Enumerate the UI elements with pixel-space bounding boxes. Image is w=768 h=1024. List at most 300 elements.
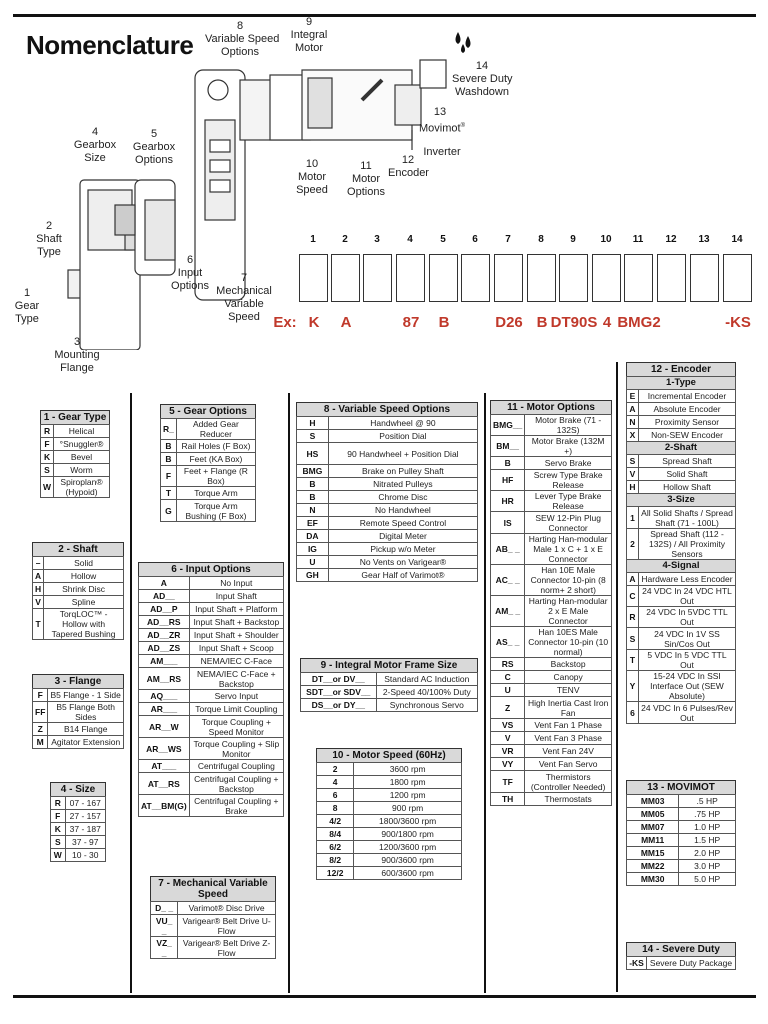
- table-row: [139, 655, 284, 668]
- option-code: AT__BM(G): [139, 795, 190, 817]
- option-code: GH: [297, 569, 329, 582]
- option-code: 8/4: [317, 828, 354, 841]
- option-description: Shrink Disc: [44, 583, 124, 596]
- option-code: VR: [491, 745, 525, 758]
- table-row: [161, 466, 256, 487]
- option-description: B14 Flange: [48, 723, 124, 736]
- code-position-box: [723, 254, 752, 302]
- example-label: Ex:: [273, 314, 297, 331]
- table-title: 1 - Gear Type: [40, 410, 110, 424]
- table-row: [33, 596, 124, 609]
- table-row: [51, 836, 106, 849]
- table-row: [41, 477, 110, 498]
- option-description: Severe Duty Package: [647, 957, 736, 970]
- option-description: Lever Type Brake Release: [525, 491, 612, 512]
- table-row: [627, 573, 736, 586]
- option-description: Vent Fan 1 Phase: [525, 719, 612, 732]
- option-code: BMG__: [491, 415, 525, 436]
- option-description: Vent Fan Servo: [525, 758, 612, 771]
- option-code: AM__RS: [139, 668, 190, 690]
- option-code: 6: [627, 702, 639, 724]
- table-row: [627, 481, 736, 494]
- table-title: 8 - Variable Speed Options: [296, 402, 478, 416]
- option-description: 1.5 HP: [679, 834, 736, 847]
- option-code: B: [161, 440, 177, 453]
- table-row: [627, 847, 736, 860]
- table-row: [139, 773, 284, 795]
- option-code: TH: [491, 793, 525, 806]
- option-description: .75 HP: [679, 808, 736, 821]
- code-position-box: [592, 254, 621, 302]
- option-description: Worm: [54, 464, 110, 477]
- table-row: [33, 557, 124, 570]
- option-code: N: [627, 416, 639, 429]
- example-value: D26: [495, 314, 523, 331]
- table-row: [41, 451, 110, 464]
- option-description: Vent Fan 24V: [525, 745, 612, 758]
- table-title: 10 - Motor Speed (60Hz): [316, 748, 462, 762]
- option-description: Remote Speed Control: [328, 517, 477, 530]
- option-code: B: [161, 453, 177, 466]
- table-row: [491, 745, 612, 758]
- option-description: Hollow Shaft: [639, 481, 736, 494]
- column-divider: [484, 393, 486, 993]
- option-code: SDT__or SDV__: [301, 686, 377, 699]
- table-row: [33, 609, 124, 640]
- table-row: [51, 810, 106, 823]
- option-code: T: [161, 487, 177, 500]
- option-description: Motor Brake (71 - 132S): [525, 415, 612, 436]
- option-description: Servo Brake: [525, 457, 612, 470]
- option-code: MM07: [627, 821, 679, 834]
- option-code: –: [33, 557, 44, 570]
- table-row: [491, 457, 612, 470]
- option-code: DT__or DV__: [301, 673, 377, 686]
- caption-gearbox-size: 4 Gearbox Size: [73, 126, 117, 164]
- option-description: 27 - 157: [65, 810, 105, 823]
- option-description: Absolute Encoder: [639, 403, 736, 416]
- option-description: SEW 12-Pin Plug Connector: [525, 512, 612, 534]
- option-description: Solid Shaft: [639, 468, 736, 481]
- option-description: 07 - 167: [65, 797, 105, 810]
- caption-input-options: 6 Input Options: [171, 254, 209, 292]
- table-row: [491, 697, 612, 719]
- option-description: 900/1800 rpm: [354, 828, 462, 841]
- option-code: VY: [491, 758, 525, 771]
- option-description: 3.0 HP: [679, 860, 736, 873]
- option-description: Pickup w/o Meter: [328, 543, 477, 556]
- option-description: Digital Meter: [328, 530, 477, 543]
- table-row: [139, 642, 284, 655]
- option-description: Nitrated Pulleys: [328, 478, 477, 491]
- option-description: Varimot® Disc Drive: [178, 902, 276, 915]
- option-description: Torque Arm: [176, 487, 255, 500]
- table-row: [297, 569, 478, 582]
- option-code: V: [627, 468, 639, 481]
- code-position-box: [527, 254, 556, 302]
- option-description: 1200 rpm: [354, 789, 462, 802]
- option-code: R_: [161, 419, 177, 440]
- caption-variable-speed-options: 8 Variable Speed Options: [205, 20, 280, 58]
- option-code: -KS: [627, 957, 647, 970]
- code-position-box: [331, 254, 360, 302]
- option-code: H: [627, 481, 639, 494]
- option-description: Torque Arm Bushing (F Box): [176, 500, 255, 522]
- code-position-box: [624, 254, 653, 302]
- option-code: T: [627, 650, 639, 671]
- option-code: VS: [491, 719, 525, 732]
- table-row: [491, 793, 612, 806]
- option-description: Centrifugal Coupling + Brake: [189, 795, 283, 817]
- table-subheader: [627, 377, 736, 390]
- table-row: [297, 530, 478, 543]
- option-description: Spread Shaft: [639, 455, 736, 468]
- table-row: [627, 671, 736, 702]
- table-row: [297, 543, 478, 556]
- table-row: [151, 915, 276, 937]
- code-position-number: 3: [374, 234, 380, 245]
- option-code: 2: [627, 529, 639, 560]
- table-row: [41, 464, 110, 477]
- caption-motor-options: 11 Motor Options: [347, 160, 385, 198]
- code-position-box: [690, 254, 719, 302]
- option-code: S: [627, 455, 639, 468]
- table-row: [297, 465, 478, 478]
- option-code: U: [297, 556, 329, 569]
- option-code: IS: [491, 512, 525, 534]
- table-title: 13 - MOVIMOT: [626, 780, 736, 794]
- table-row: [317, 802, 462, 815]
- code-position-number: 7: [505, 234, 511, 245]
- code-position-number: 2: [342, 234, 348, 245]
- table-row: [627, 860, 736, 873]
- option-code: S: [297, 430, 329, 443]
- option-code: G: [161, 500, 177, 522]
- option-code: B: [297, 478, 329, 491]
- table-row: [161, 440, 256, 453]
- table-title: 4 - Size: [50, 782, 106, 796]
- table-row: [627, 808, 736, 821]
- option-code: BM__: [491, 436, 525, 457]
- option-code: AR__WS: [139, 738, 190, 760]
- table-row: [491, 719, 612, 732]
- option-description: 37 - 187: [65, 823, 105, 836]
- table-title: 5 - Gear Options: [160, 404, 256, 418]
- subheader-label: 3-Size: [627, 494, 736, 507]
- example-value: B: [536, 314, 548, 331]
- option-description: 24 VDC In 1V SS Sin/Cos Out: [639, 628, 736, 650]
- table-row: [301, 686, 478, 699]
- table-row: [491, 758, 612, 771]
- option-code: 4: [317, 776, 354, 789]
- option-code: MM15: [627, 847, 679, 860]
- option-code: D_ _: [151, 902, 178, 915]
- table-row: [151, 937, 276, 959]
- column-divider: [130, 393, 132, 993]
- table-title: 3 - Flange: [32, 674, 124, 688]
- option-description: Input Shaft + Platform: [189, 603, 283, 616]
- table-shaft: [32, 542, 124, 640]
- table-row: [491, 658, 612, 671]
- table-row: [491, 436, 612, 457]
- option-code: AC_ _: [491, 565, 525, 596]
- table-motor-speed: [316, 748, 462, 880]
- option-description: 2.0 HP: [679, 847, 736, 860]
- code-position-number: 12: [665, 234, 677, 245]
- option-code: M: [33, 736, 48, 749]
- table-row: [491, 415, 612, 436]
- option-code: S: [51, 836, 66, 849]
- option-description: TENV: [525, 684, 612, 697]
- option-description: Position Dial: [328, 430, 477, 443]
- option-code: T: [33, 609, 44, 640]
- option-code: MM05: [627, 808, 679, 821]
- option-description: No Input: [189, 577, 283, 590]
- table-row: [627, 607, 736, 628]
- table-row: [317, 815, 462, 828]
- code-position-box: [559, 254, 588, 302]
- example-value: BMG2: [617, 314, 661, 331]
- option-description: Spread Shaft (112 - 132S) / All Proximity Sensors: [639, 529, 736, 560]
- table-row: [33, 702, 124, 723]
- example-value: 4: [602, 314, 612, 331]
- option-description: .5 HP: [679, 795, 736, 808]
- table-row: [297, 517, 478, 530]
- option-code: EF: [297, 517, 329, 530]
- example-value: 87: [402, 314, 420, 331]
- option-code: B: [491, 457, 525, 470]
- example-value: K: [308, 314, 320, 331]
- table-row: [139, 603, 284, 616]
- code-position-box: [299, 254, 328, 302]
- option-code: AS_ _: [491, 627, 525, 658]
- table-row: [51, 823, 106, 836]
- table-row: [139, 703, 284, 716]
- option-code: 1: [627, 507, 639, 529]
- table-row: [491, 512, 612, 534]
- option-description: Canopy: [525, 671, 612, 684]
- code-position-number: 8: [538, 234, 544, 245]
- table-row: [627, 416, 736, 429]
- option-code: H: [33, 583, 44, 596]
- option-code: 8/2: [317, 854, 354, 867]
- caption-gearbox-options: 5 Gearbox Options: [132, 128, 176, 166]
- table-row: [627, 529, 736, 560]
- table-encoder: [626, 362, 736, 724]
- option-code: B: [297, 491, 329, 504]
- option-description: Spline: [44, 596, 124, 609]
- caption-movimot-number: 13: [433, 106, 447, 118]
- example-value: A: [340, 314, 352, 331]
- table-row: [161, 419, 256, 440]
- option-description: Gear Half of Varimot®: [328, 569, 477, 582]
- table-variable-speed-options: [296, 402, 478, 582]
- option-code: AT___: [139, 760, 190, 773]
- option-description: TorqLOC™ - Hollow with Tapered Bushing: [44, 609, 124, 640]
- table-title: 7 - Mechanical Variable Speed: [150, 876, 276, 901]
- option-description: NEMA/IEC C-Face + Backstop: [189, 668, 283, 690]
- table-input-options: [138, 562, 284, 817]
- option-description: NEMA/IEC C-Face: [189, 655, 283, 668]
- option-description: 1800 rpm: [354, 776, 462, 789]
- table-flange: [32, 674, 124, 749]
- caption-gear-type: 1 Gear Type: [14, 287, 40, 325]
- table-row: [317, 789, 462, 802]
- option-code: S: [41, 464, 54, 477]
- option-description: Rail Holes (F Box): [176, 440, 255, 453]
- option-code: F: [51, 810, 66, 823]
- option-description: Torque Limit Coupling: [189, 703, 283, 716]
- column-divider: [288, 393, 290, 993]
- option-code: AD__RS: [139, 616, 190, 629]
- table-row: [139, 629, 284, 642]
- option-description: 5 VDC In 5 VDC TTL Out: [639, 650, 736, 671]
- option-description: Servo Input: [189, 690, 283, 703]
- table-row: [297, 556, 478, 569]
- option-code: H: [297, 417, 329, 430]
- code-position-number: 9: [570, 234, 576, 245]
- option-code: K: [51, 823, 66, 836]
- table-row: [627, 586, 736, 607]
- table-row: [627, 650, 736, 671]
- caption-inverter: Inverter: [423, 146, 461, 158]
- option-description: Hollow: [44, 570, 124, 583]
- option-code: VZ_ _: [151, 937, 178, 959]
- subheader-label: 2-Shaft: [627, 442, 736, 455]
- code-position-box: [494, 254, 523, 302]
- option-code: MM03: [627, 795, 679, 808]
- caption-movimot: Movimot®: [419, 122, 465, 135]
- option-code: A: [627, 403, 639, 416]
- option-description: Varigear® Belt Drive Z-Flow: [178, 937, 276, 959]
- option-code: BMG: [297, 465, 329, 478]
- option-code: 8: [317, 802, 354, 815]
- option-description: Handwheel @ 90: [328, 417, 477, 430]
- table-row: [33, 583, 124, 596]
- code-position-number: 4: [407, 234, 413, 245]
- table-title: 11 - Motor Options: [490, 400, 612, 414]
- option-code: W: [51, 849, 66, 862]
- option-description: 1.0 HP: [679, 821, 736, 834]
- option-description: 3600 rpm: [354, 763, 462, 776]
- caption-mech-variable-speed: 7 Mechanical Variable Speed: [216, 272, 272, 323]
- table-row: [33, 736, 124, 749]
- option-description: B5 Flange Both Sides: [48, 702, 124, 723]
- option-description: 1800/3600 rpm: [354, 815, 462, 828]
- option-code: DA: [297, 530, 329, 543]
- code-position-number: 5: [440, 234, 446, 245]
- table-row: [627, 873, 736, 886]
- option-description: Chrome Disc: [328, 491, 477, 504]
- option-description: Motor Brake (132M +): [525, 436, 612, 457]
- option-description: Screw Type Brake Release: [525, 470, 612, 491]
- code-position-box: [657, 254, 686, 302]
- table-row: [627, 390, 736, 403]
- option-code: AD__ZS: [139, 642, 190, 655]
- option-code: 4/2: [317, 815, 354, 828]
- option-description: Synchronous Servo: [376, 699, 477, 712]
- table-row: [627, 628, 736, 650]
- option-description: Harting Han-modular 2 x E Male Connector: [525, 596, 612, 627]
- table-row: [139, 616, 284, 629]
- table-row: [627, 507, 736, 529]
- option-description: Hardware Less Encoder: [639, 573, 736, 586]
- table-row: [491, 627, 612, 658]
- table-row: [627, 468, 736, 481]
- option-description: 24 VDC In 5VDC TTL Out: [639, 607, 736, 628]
- option-code: AD__: [139, 590, 190, 603]
- option-code: C: [627, 586, 639, 607]
- option-description: Bevel: [54, 451, 110, 464]
- option-code: Z: [33, 723, 48, 736]
- option-description: Varigear® Belt Drive U-Flow: [178, 915, 276, 937]
- option-description: 10 - 30: [65, 849, 105, 862]
- option-description: Agitator Extension: [48, 736, 124, 749]
- code-position-number: 1: [310, 234, 316, 245]
- caption-mounting-flange: 3 Mounting Flange: [54, 336, 100, 374]
- table-row: [491, 596, 612, 627]
- option-code: A: [33, 570, 44, 583]
- table-row: [139, 795, 284, 817]
- option-code: F: [161, 466, 177, 487]
- table-row: [627, 795, 736, 808]
- option-description: Vent Fan 3 Phase: [525, 732, 612, 745]
- table-row: [139, 690, 284, 703]
- caption-encoder: 12 Encoder: [388, 154, 429, 179]
- table-row: [139, 590, 284, 603]
- option-code: 6/2: [317, 841, 354, 854]
- code-position-box: [363, 254, 392, 302]
- example-value: DT90S: [550, 314, 598, 331]
- option-description: Han 10E Male Connector 10-pin (8 norm+ 2 short): [525, 565, 612, 596]
- table-row: [41, 438, 110, 451]
- code-position-box: [461, 254, 490, 302]
- code-position-number: 10: [600, 234, 612, 245]
- table-row: [491, 491, 612, 512]
- option-code: 2: [317, 763, 354, 776]
- option-code: F: [41, 438, 54, 451]
- table-row: [491, 565, 612, 596]
- option-code: 6: [317, 789, 354, 802]
- table-motor-options: [490, 400, 612, 806]
- option-description: Input Shaft: [189, 590, 283, 603]
- option-code: AD__P: [139, 603, 190, 616]
- option-description: Thermistors (Controller Needed): [525, 771, 612, 793]
- option-code: 12/2: [317, 867, 354, 880]
- table-row: [297, 443, 478, 465]
- code-position-number: 6: [472, 234, 478, 245]
- option-description: 900 rpm: [354, 802, 462, 815]
- option-description: 600/3600 rpm: [354, 867, 462, 880]
- option-description: Solid: [44, 557, 124, 570]
- option-description: Helical: [54, 425, 110, 438]
- table-row: [491, 684, 612, 697]
- table-row: [317, 854, 462, 867]
- caption-motor-speed: 10 Motor Speed: [296, 158, 328, 196]
- table-severe-duty: [626, 942, 736, 970]
- page-title: Nomenclature: [26, 30, 194, 60]
- option-code: V: [491, 732, 525, 745]
- table-gear-type: [40, 410, 110, 498]
- option-code: AQ___: [139, 690, 190, 703]
- option-code: HF: [491, 470, 525, 491]
- option-code: AM_ _: [491, 596, 525, 627]
- table-row: [627, 429, 736, 442]
- example-value: B: [438, 314, 450, 331]
- option-code: AT__RS: [139, 773, 190, 795]
- column-divider: [616, 362, 618, 992]
- option-description: No Vents on Varigear®: [328, 556, 477, 569]
